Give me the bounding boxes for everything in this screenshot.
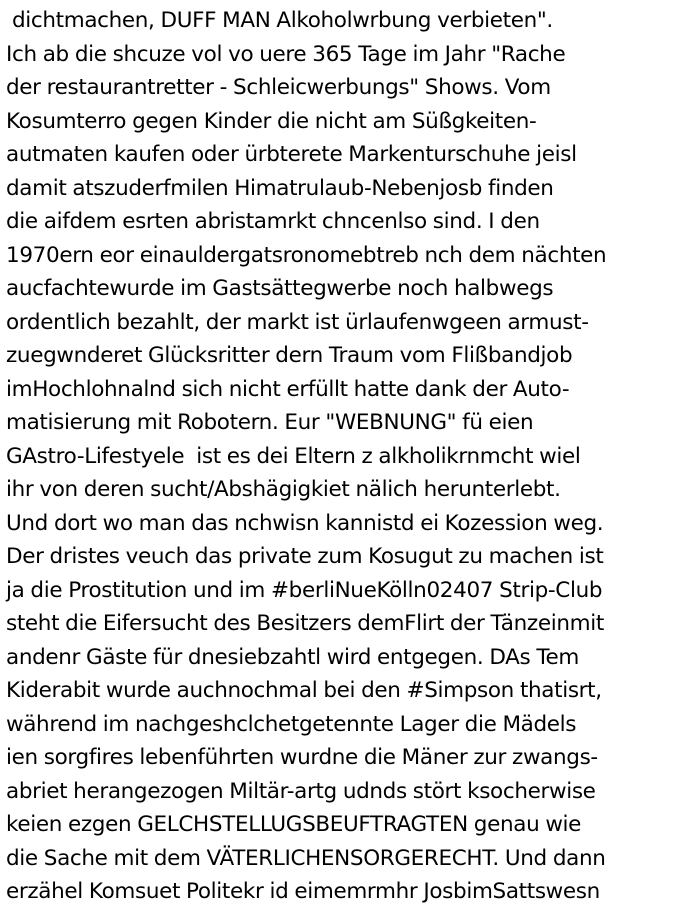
text-line: imHochlohnalnd sich nicht erfüllt hatte dank der Auto- [6,376,570,402]
text-line: die Sache mit dem VÄTERLICHENSORGERECHT. Und dann [6,845,606,871]
text-line: aucfachtewurde im Gastsättegwerbe noch halbwegs [6,276,554,301]
text-line: ihr von deren sucht/Abshägigkiet nälich herunterlebt. [6,477,561,502]
text-line: ordentlich bezahlt, der markt ist ürlaufenwgeen armust- [6,309,589,335]
text-line: Kiderabit wurde auchnochmal bei den #Simpson thatisrt, [6,678,602,703]
text-line: zuegwnderet Glücksritter dern Traum vom Flißbandjob [6,343,573,368]
body-text [6,4,684,909]
text-line: Kosumterro gegen Kinder die nicht am Süßgkeiten- [6,108,537,134]
text-line: der restaurantretter - Schleicwerbungs" Shows. Vom [6,75,551,100]
text-line: 1970ern eor einauldergatsronomebtreb nch dem nächten [6,242,607,268]
text-line: andenr Gäste für dnesiebzahtl wird entgegen. DAs Tem [6,644,579,670]
text-line: keien ezgen GELCHSTELLUGSBEUFTRAGTEN genau wie [6,812,582,837]
text-line: damit atszuderfmilen Himatrulaub-Nebenjosb finden [6,175,554,201]
text-line: steht die Eifersucht des Besitzers demFlirt der Tänzeinmit [6,611,604,636]
text-line: während im nachgeshclchetgetennte Lager die Mädels [6,711,577,737]
text-line: erzähel Komsuet Politekr id eimemrmhr JosbimSattswesn [6,879,600,904]
text-line: Und dort wo man das nchwisn kannistd ei Kozession weg. [6,510,604,536]
text-line: abriet herangezogen Miltär-artg udnds stört ksocherwise [6,778,596,804]
text-line: ja die Prostitution und im #berliNueKölln02407 Strip-Club [6,577,603,603]
text-line: matisierung mit Robotern. Eur "WEBNUNG" fü eien [6,410,534,435]
text-line: autmaten kaufen oder ürbterete Markenturschuhe jeisl [6,142,577,167]
text-line: Ich ab die shcuze vol vo uere 365 Tage im Jahr "Rache [6,41,566,67]
text-line: dichtmachen, DUFF MAN Alkoholwrbung verbieten". [6,8,553,33]
text-line: die aifdem esrten abristamrkt chncenlso sind. I den [6,209,540,234]
text-line: GAstro-Lifestyele ist es dei Eltern z alkholikrnmcht wiel [6,443,581,469]
text-line: ien sorgfires lebenführten wurdne die Mäner zur zwangs- [6,745,598,770]
text-line: Der dristes veuch das private zum Kosugut zu machen ist [6,544,604,569]
